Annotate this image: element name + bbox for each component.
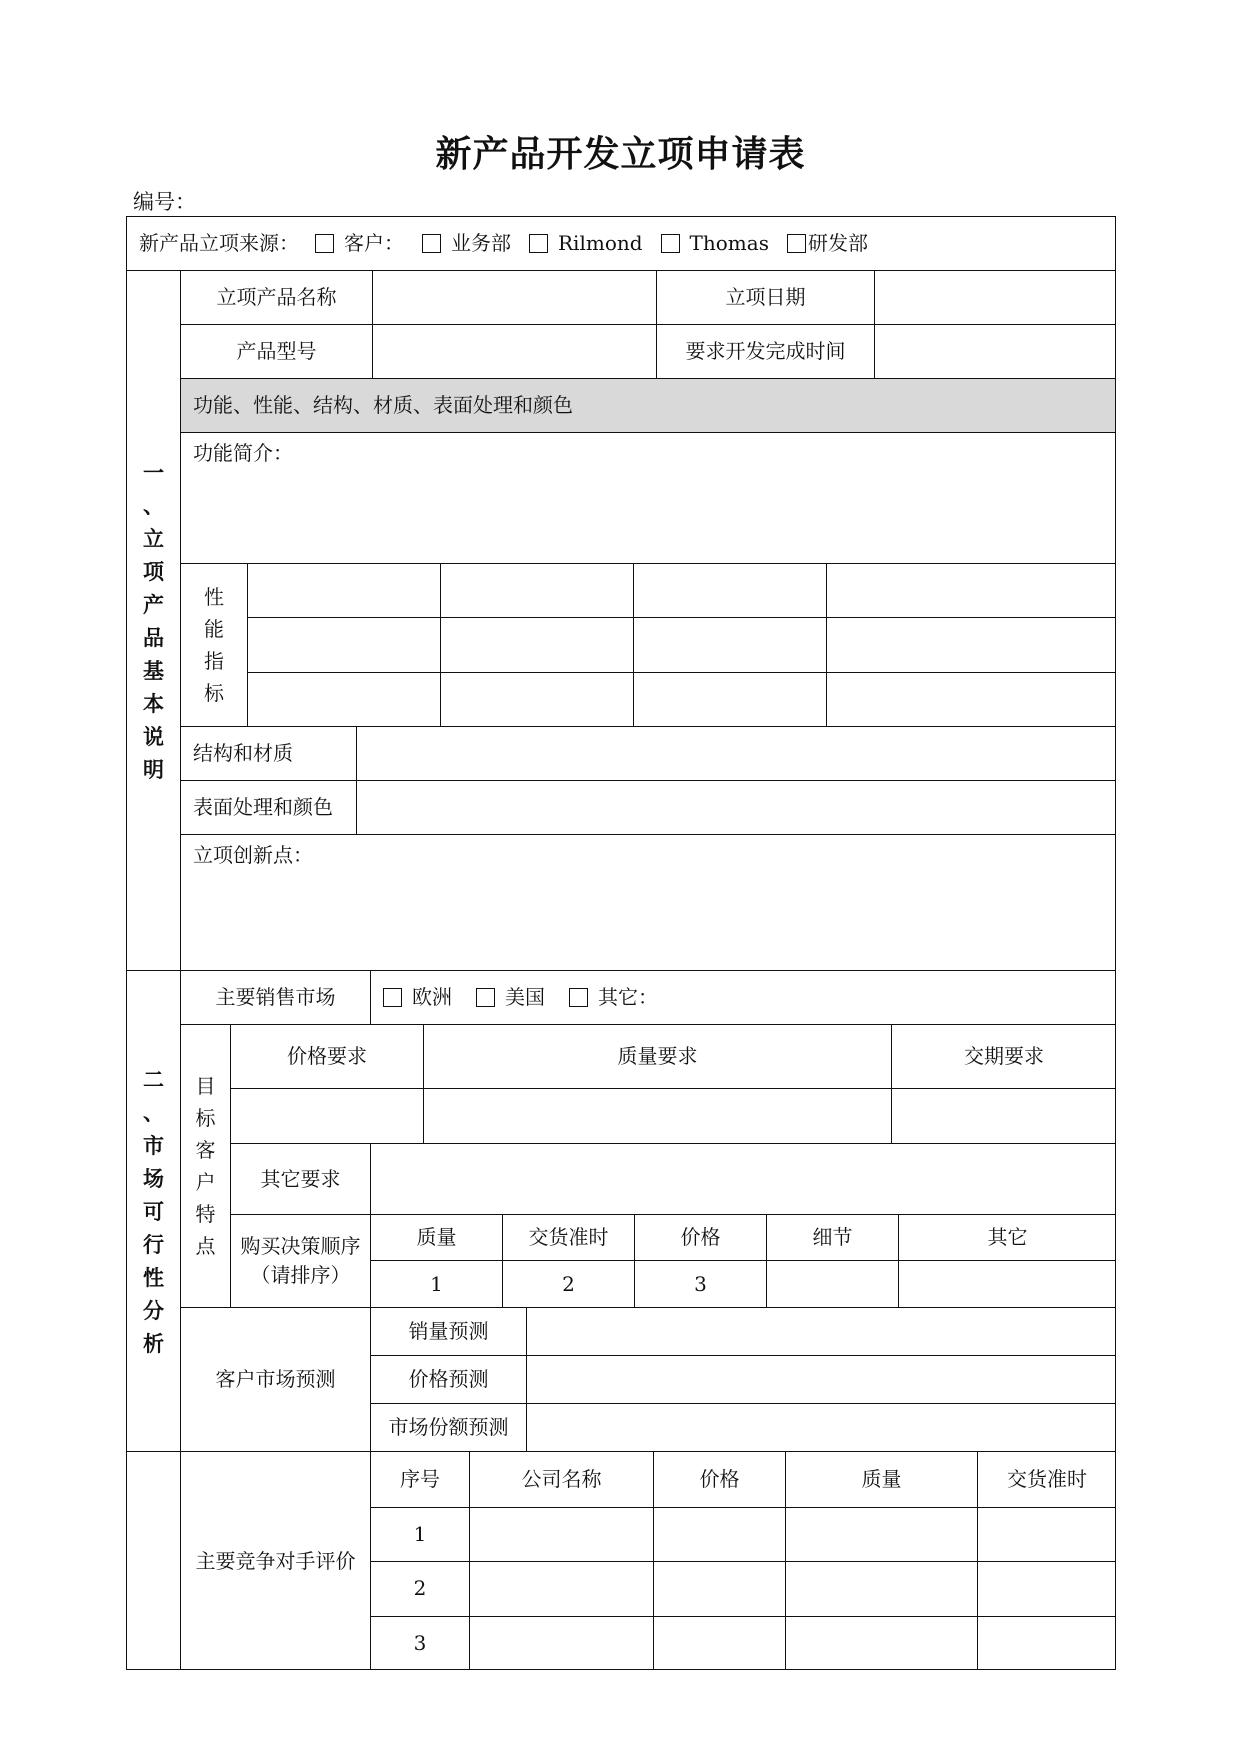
purchase-header-cell: 价格 [634,1214,766,1260]
performance-cell[interactable] [440,672,633,726]
competitor-header-cell: 交货准时 [977,1451,1116,1507]
competitor-cell[interactable] [785,1561,977,1615]
deadline-label: 要求开发完成时间 [656,324,874,378]
forecast-item-label: 市场份额预测 [370,1403,526,1451]
main-market-label: 主要销售市场 [180,970,370,1024]
vertical-char: 场 [143,1165,164,1191]
competitor-cell[interactable] [977,1616,1116,1670]
vertical-char: 可 [143,1198,164,1224]
main-market-options [370,970,1116,1024]
surface-input[interactable] [356,780,1116,834]
competitor-cell[interactable] [785,1616,977,1670]
purchase-rank-cell[interactable] [898,1260,1116,1307]
other-req-input[interactable] [370,1143,1116,1214]
vertical-char: 指 [204,649,224,673]
competitor-row-number: 2 [370,1561,469,1615]
forecast-item-input[interactable] [526,1355,1116,1403]
performance-cell[interactable] [633,672,826,726]
vertical-char: 市 [143,1132,164,1158]
deadline-input[interactable] [874,324,1116,378]
vertical-char: 性 [204,585,224,609]
target-customer-label [180,1024,230,1307]
vertical-char: 品 [143,624,164,650]
performance-cell[interactable] [440,563,633,617]
other-req-label: 其它要求 [230,1143,370,1214]
vertical-char: 行 [143,1231,164,1257]
market-option-other[interactable]: 其它： [569,983,658,1012]
product-name-input[interactable] [372,270,656,324]
competitor-header-cell: 价格 [653,1451,785,1507]
competitor-cell[interactable] [977,1507,1116,1561]
section2-heading [126,970,180,1451]
checkbox[interactable] [529,234,548,253]
price-req-label: 价格要求 [230,1024,423,1088]
purchase-header-cell: 其它 [898,1214,1116,1260]
vertical-char: 说 [143,723,164,749]
vertical-char: 产 [143,591,164,617]
vertical-char: 标 [195,1106,216,1130]
price-req-input[interactable] [230,1088,423,1143]
forecast-label: 客户市场预测 [180,1307,370,1451]
checkbox[interactable] [422,234,441,253]
model-label: 产品型号 [180,324,372,378]
purchase-rank-cell[interactable]: 2 [502,1260,634,1307]
performance-label [180,563,247,726]
purchase-header-cell: 质量 [370,1214,502,1260]
vertical-char: 客 [195,1138,216,1162]
purchase-rank-cell[interactable]: 1 [370,1260,502,1307]
source-option-customer[interactable]: 客户： [315,229,404,258]
vertical-char: 一 [143,459,164,485]
vertical-char: 基 [143,657,164,683]
checkbox[interactable] [569,988,588,1007]
doc-number-label: 编号： [133,190,196,214]
quality-req-label: 质量要求 [423,1024,891,1088]
competitor-cell[interactable] [785,1507,977,1561]
features-header: 功能、性能、结构、材质、表面处理和颜色 [180,378,1116,432]
source-option-thomas[interactable]: Thomas [661,229,769,258]
form-title: 新产品开发立项申请表 [435,133,806,175]
vertical-char: 析 [143,1330,164,1356]
vertical-char: 、 [143,1099,164,1125]
competitor-cell[interactable] [653,1507,785,1561]
structure-label: 结构和材质 [180,726,356,780]
vertical-char: 分 [143,1297,164,1323]
vertical-char: 立 [143,525,164,551]
competitor-header-cell: 公司名称 [469,1451,653,1507]
performance-cell[interactable] [633,563,826,617]
source-option-rilmond[interactable]: Rilmond [529,229,643,258]
competitor-cell[interactable] [977,1561,1116,1615]
competitor-header-cell: 序号 [370,1451,469,1507]
competitor-cell[interactable] [469,1616,653,1670]
surface-label: 表面处理和颜色 [180,780,356,834]
competitor-header-cell: 质量 [785,1451,977,1507]
source-option-rd[interactable]: 研发部 [787,229,868,258]
competitor-cell[interactable] [469,1561,653,1615]
purchase-rank-cell[interactable] [766,1260,898,1307]
checkbox[interactable] [383,988,402,1007]
vertical-char: 点 [195,1234,216,1258]
forecast-item-label: 价格预测 [370,1355,526,1403]
competitor-cell[interactable] [653,1561,785,1615]
structure-input[interactable] [356,726,1116,780]
innovation-field[interactable] [180,834,1116,970]
performance-cell[interactable] [247,563,440,617]
performance-cell[interactable] [247,672,440,726]
model-input[interactable] [372,324,656,378]
market-option-europe[interactable]: 欧洲 [383,983,452,1012]
forecast-item-label: 销量预测 [370,1307,526,1355]
section3-heading [126,1451,180,1670]
vertical-char: 二 [143,1066,164,1092]
vertical-char: 、 [143,492,164,518]
source-label: 新产品立项来源： [139,231,299,255]
purchase-header-cell: 细节 [766,1214,898,1260]
source-option-sales[interactable]: 业务部 [422,229,511,258]
checkbox[interactable] [787,234,806,253]
innovation-label: 立项创新点： [193,843,313,867]
performance-cell[interactable] [247,617,440,671]
competitor-cell[interactable] [653,1616,785,1670]
competitor-row-number: 1 [370,1507,469,1561]
performance-cell[interactable] [826,563,1116,617]
product-name-label: 立项产品名称 [180,270,372,324]
competitor-row-number: 3 [370,1616,469,1670]
purchase-header-cell: 交货准时 [502,1214,634,1260]
delivery-req-input[interactable] [891,1088,1116,1143]
project-date-input[interactable] [874,270,1116,324]
checkbox[interactable] [476,988,495,1007]
application-form-table [126,216,1116,1670]
vertical-char: 能 [204,617,224,641]
function-intro-label: 功能简介： [193,441,293,465]
vertical-char: 特 [195,1202,216,1226]
quality-req-input[interactable] [423,1088,891,1143]
function-intro-field[interactable] [180,432,1116,563]
vertical-char: 户 [195,1170,216,1194]
source-row [126,216,1116,270]
performance-cell[interactable] [826,672,1116,726]
forecast-item-input[interactable] [526,1403,1116,1451]
competitor-label: 主要竞争对手评价 [180,1451,370,1670]
vertical-char: 项 [143,558,164,584]
performance-cell[interactable] [440,617,633,671]
vertical-char: 性 [143,1264,164,1290]
forecast-item-input[interactable] [526,1307,1116,1355]
section1-heading [126,270,180,970]
vertical-char: 明 [143,756,164,782]
vertical-char: 目 [195,1074,216,1098]
market-option-usa[interactable]: 美国 [476,983,545,1012]
vertical-char: 标 [204,681,224,705]
project-date-label: 立项日期 [656,270,874,324]
performance-cell[interactable] [633,617,826,671]
performance-cell[interactable] [826,617,1116,671]
purchase-rank-cell[interactable]: 3 [634,1260,766,1307]
competitor-cell[interactable] [469,1507,653,1561]
checkbox[interactable] [661,234,680,253]
checkbox[interactable] [315,234,334,253]
delivery-req-label: 交期要求 [891,1024,1116,1088]
purchase-order-label: 购买决策顺序 （请排序） [230,1214,370,1307]
vertical-char: 本 [143,690,164,716]
